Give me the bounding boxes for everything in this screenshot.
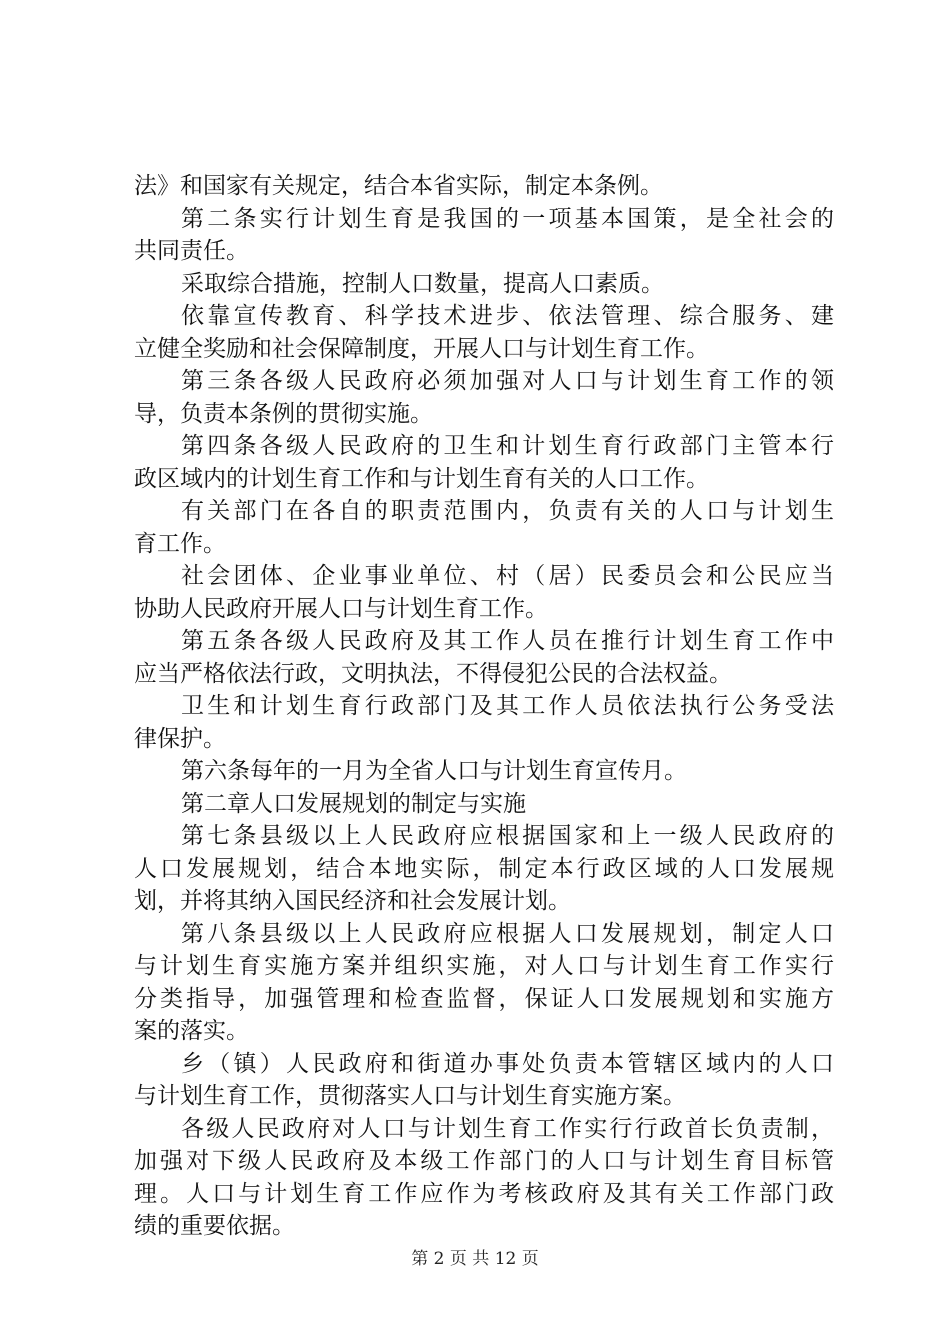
text-line: 律保护。 [134, 725, 226, 752]
text-line: 社会团体、企业事业单位、村（居）民委员会和公民应当 [181, 563, 834, 589]
text-line: 乡（镇）人民政府和街道办事处负责本管辖区域内的人口 [181, 1050, 834, 1077]
text-line: 法》和国家有关规定，结合本省实际，制定本条例。 [134, 173, 663, 199]
text-line: 与计划生育实施方案并组织实施，对人口与计划生育工作实行 [134, 953, 834, 979]
text-line: 与计划生育工作，贯彻落实人口与计划生育实施方案。 [134, 1083, 686, 1109]
text-line: 采取综合措施，控制人口数量，提高人口素质。 [181, 270, 664, 297]
text-line: 各级人民政府对人口与计划生育工作实行行政首长负责制， [181, 1115, 834, 1142]
text-line: 第七条县级以上人民政府应根据国家和上一级人民政府的 [181, 823, 834, 849]
text-line: 政区域内的计划生育工作和与计划生育有关的人口工作。 [134, 465, 709, 492]
text-line: 第五条各级人民政府及其工作人员在推行计划生育工作中 [181, 628, 834, 654]
text-line: 第三条各级人民政府必须加强对人口与计划生育工作的领 [181, 368, 834, 394]
text-line: 第四条各级人民政府的卫生和计划生育行政部门主管本行 [181, 433, 834, 459]
text-line: 应当严格依法行政，文明执法，不得侵犯公民的合法权益。 [134, 660, 732, 687]
text-line: 分类指导，加强管理和检查监督，保证人口发展规划和实施方 [134, 985, 834, 1012]
text-line: 育工作。 [134, 530, 226, 557]
text-line: 卫生和计划生育行政部门及其工作人员依法执行公务受法 [181, 693, 834, 719]
text-line: 第二条实行计划生育是我国的一项基本国策，是全社会的 [181, 205, 834, 232]
text-line: 第八条县级以上人民政府应根据人口发展规划，制定人口 [181, 920, 834, 947]
text-line: 划，并将其纳入国民经济和社会发展计划。 [134, 888, 571, 914]
text-line: 第六条每年的一月为全省人口与计划生育宣传月。 [181, 758, 687, 784]
text-line: 依靠宣传教育、科学技术进步、依法管理、综合服务、建 [181, 303, 834, 329]
page-number-footer: 第 2 页 共 12 页 [411, 1249, 539, 1269]
document-body [134, 170, 834, 1243]
text-line: 协助人民政府开展人口与计划生育工作。 [134, 595, 548, 622]
text-line: 理。人口与计划生育工作应作为考核政府及其有关工作部门政 [134, 1180, 834, 1207]
text-line: 加强对下级人民政府及本级工作部门的人口与计划生育目标管 [134, 1148, 834, 1174]
chapter-heading: 第二章人口发展规划的制定与实施 [181, 790, 526, 817]
text-line: 有关部门在各自的职责范围内，负责有关的人口与计划生 [181, 498, 834, 524]
text-line: 导，负责本条例的贯彻实施。 [134, 400, 433, 427]
text-line: 共同责任。 [134, 238, 249, 264]
text-line: 绩的重要依据。 [134, 1213, 295, 1239]
text-line: 案的落实。 [134, 1018, 249, 1044]
text-line: 人口发展规划，结合本地实际，制定本行政区域的人口发展规 [134, 855, 834, 882]
text-line: 立健全奖励和社会保障制度，开展人口与计划生育工作。 [134, 335, 709, 362]
